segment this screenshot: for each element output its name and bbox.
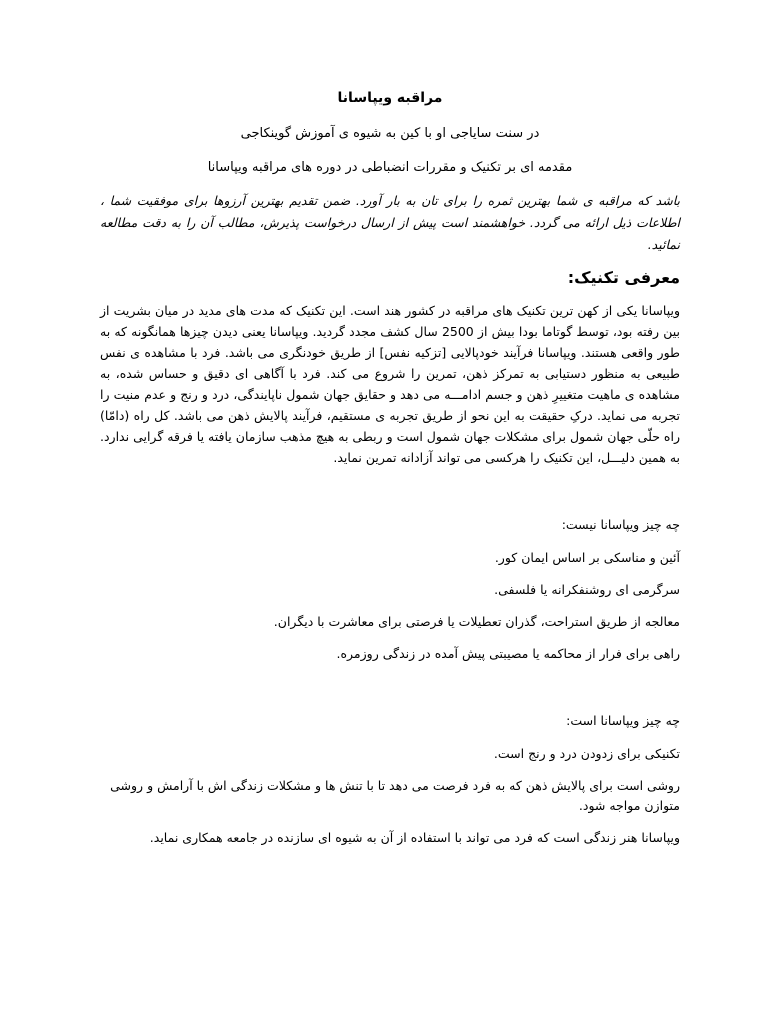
document-title: مراقبه ویپاسانا bbox=[337, 90, 443, 106]
document-page bbox=[100, 88, 680, 860]
technique-section-heading: معرفی تکنیک: bbox=[567, 268, 680, 287]
is-list-item: تکنیکی برای زدودن درد و رنج است. bbox=[493, 746, 680, 761]
not-list-item: راهی برای فرار از محاکمه یا مصیبتی پیش آمده در زندگی روزمره. bbox=[336, 646, 680, 661]
what-vipassana-is-section bbox=[100, 710, 680, 848]
document-subtitle-introduction: مقدمه ای بر تکنیک و مقررات انضباطی در دوره های مراقبه ویپاسانا bbox=[207, 160, 573, 175]
not-section-heading: چه چیز ویپاسانا نیست: bbox=[561, 517, 680, 532]
is-list-item: ویپاسانا هنر زندگی است که فرد می تواند با استفاده از آن به شیوه ای سازنده در جامعه همکاری نماید. bbox=[149, 830, 680, 845]
not-list-item: آئین و مناسکی بر اساس ایمان کور. bbox=[494, 550, 680, 565]
document-subtitle-tradition: در سنت سایاجی او با کین به شیوه ی آموزش گوینکاجی bbox=[240, 126, 540, 141]
what-vipassana-is-not-section bbox=[100, 514, 680, 664]
is-section-heading: چه چیز ویپاسانا است: bbox=[566, 713, 680, 728]
is-list-item: روشی است برای پالایش ذهن که به فرد فرصت می دهد تا با تنش ها و مشکلات زندگی اش با آرامش و روشی متوازن مواجه شود. bbox=[110, 778, 680, 813]
intro-paragraph: باشد که مراقبه ی شما بهترین ثمره را برای تان به بار آورد. ضمن تقدیم بهترین آرزوها برای موفقیت شما ، اطلاعات ذیل ارائه می گردد. خواهشمند است پیش از ارسال درخواست پذیرش، مطالب آن را به دقت مطالعه نمائید. bbox=[100, 193, 680, 252]
technique-paragraph: ویپاسانا یکی از کهن ترین تکنیک های مراقبه در کشور هند است. این تکنیک که مدت های مدید در میان بشریت از بین رفته بود، توسط گوتاما بودا بیش از 2500 سال کشف مجدد گردید. ویپاسانا یعنی دیدن چیزها همانگونه که به طور واقعی هستند. ویپاسانا فرآیند خودپالایی [تزکیه نفس] از طریق خودنگری می باشد. فرد با مشاهده ی نفس طبیعی به منظور دستیابی به تمرکز ذهن، تمرین را شروع می کند. فرد با آگاهی ای دقیق و حساس شده، به مشاهده ی ماهیت متغییرِ ذهن و جسم ادامـــه می دهد و حقایق جهان شمول ناپایندگی، درد و رنج و عدم منیت را تجربه می نماید. درکِ حقیقت به این نحو از طریق تجربه ی مستقیم، فرآیند پالایش ذهن می باشد. کل راه (دامّا) راه حلّی جهان شمول برای مشکلات جهان شمول است و ربطی به هیچ مذهب سازمان یافته یا فرقه گرایی ندارد. به همین دلیـــل، این تکنیک را هرکسی می تواند آزادانه تمرین نماید. bbox=[100, 303, 680, 465]
not-list-item: معالجه از طریق استراحت، گذران تعطیلات یا فرصتی برای معاشرت با دیگران. bbox=[273, 614, 680, 629]
not-list-item: سرگرمی ای روشنفکرانه یا فلسفی. bbox=[494, 582, 680, 597]
